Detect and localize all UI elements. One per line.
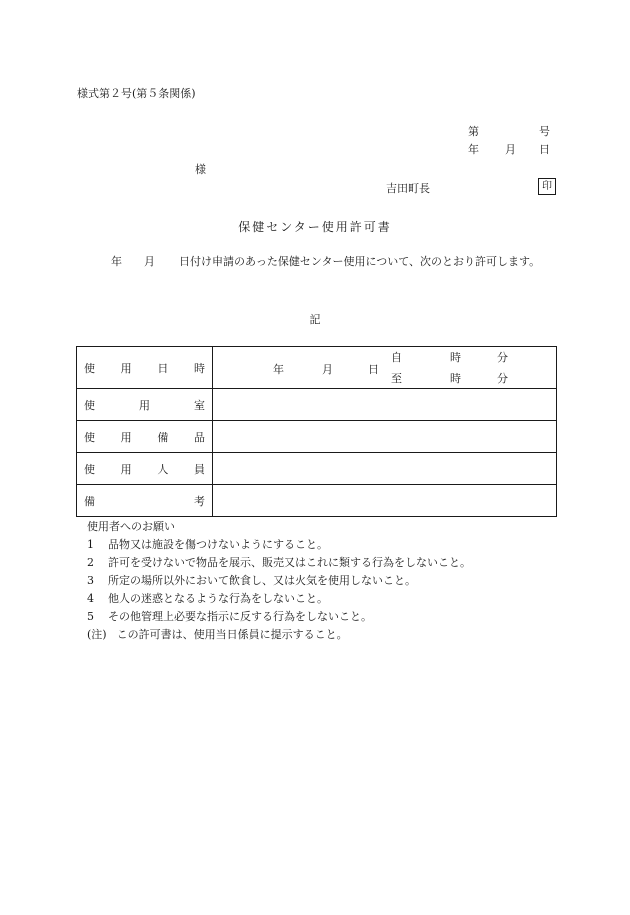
notes-heading: 使用者へのお願い: [87, 520, 175, 533]
datetime-year-label: 年: [273, 363, 284, 376]
permit-body-text: [77, 252, 557, 271]
datetime-from-hour-label: 時: [450, 351, 461, 364]
datetime-day-label: 日: [368, 363, 379, 376]
issuer-name: 吉田町長: [386, 182, 430, 195]
issue-date-line: [468, 141, 550, 157]
user-notes: [87, 518, 471, 644]
list-item: 4 他人の迷惑となるような行為をしないこと。: [87, 592, 328, 605]
permit-number-line: [468, 123, 550, 139]
list-item: 1 品物又は施設を傷つけないようにすること。: [87, 538, 328, 551]
list-item: 5 その他管理上必要な指示に反する行為をしないこと。: [87, 610, 372, 623]
usage-room-value[interactable]: [213, 389, 557, 421]
datetime-from-minute-label: 分: [497, 351, 508, 364]
caution-note: [87, 626, 471, 644]
datetime-to-hour-label: 時: [450, 372, 461, 385]
datetime-to-minute-label: 分: [497, 372, 508, 385]
label-usage-equipment: 使 用 備 品: [77, 421, 213, 453]
list-item: 2 許可を受けないで物品を展示、販売又はこれに類する行為をしないこと。: [87, 556, 471, 569]
caution-text: この許可書は、使用当日係員に提示すること。: [116, 628, 348, 641]
list-item: 3 所定の場所以外において飲食し、又は火気を使用しないこと。: [87, 574, 416, 587]
label-remarks: 備 考: [77, 485, 213, 517]
ki-heading: 記: [309, 313, 321, 326]
number-suffix: 号: [539, 125, 550, 138]
datetime-to-label: 至: [391, 372, 402, 385]
table-row: [77, 389, 557, 421]
form-number: 様式第２号(第５条関係): [77, 87, 196, 100]
seal-box: 印: [538, 178, 556, 195]
label-usage-datetime: 使 用 日 時: [77, 347, 213, 389]
issue-month-label: 月: [505, 143, 516, 156]
addressee-suffix: 様: [195, 163, 206, 176]
label-usage-people: 使 用 人 員: [77, 453, 213, 485]
body-year-label: 年: [111, 255, 122, 268]
usage-datetime-value[interactable]: [213, 347, 557, 389]
document-title: 保健センター使用許可書: [238, 220, 392, 234]
datetime-month-label: 月: [322, 363, 333, 376]
number-prefix: 第: [468, 125, 479, 138]
issue-day-label: 日: [539, 143, 550, 156]
table-row: [77, 453, 557, 485]
body-sentence: 日付け申請のあった保健センター使用について、次のとおり許可します。: [179, 255, 541, 268]
table-row: [77, 347, 557, 389]
issue-year-label: 年: [468, 143, 479, 156]
body-month-label: 月: [144, 255, 155, 268]
table-row: [77, 421, 557, 453]
usage-table: [76, 346, 557, 517]
usage-people-value[interactable]: [213, 453, 557, 485]
remarks-value[interactable]: [213, 485, 557, 517]
label-usage-room: 使 用 室: [77, 389, 213, 421]
caution-label: (注): [87, 628, 107, 641]
datetime-from-label: 自: [391, 351, 402, 364]
table-row: [77, 485, 557, 517]
usage-equipment-value[interactable]: [213, 421, 557, 453]
